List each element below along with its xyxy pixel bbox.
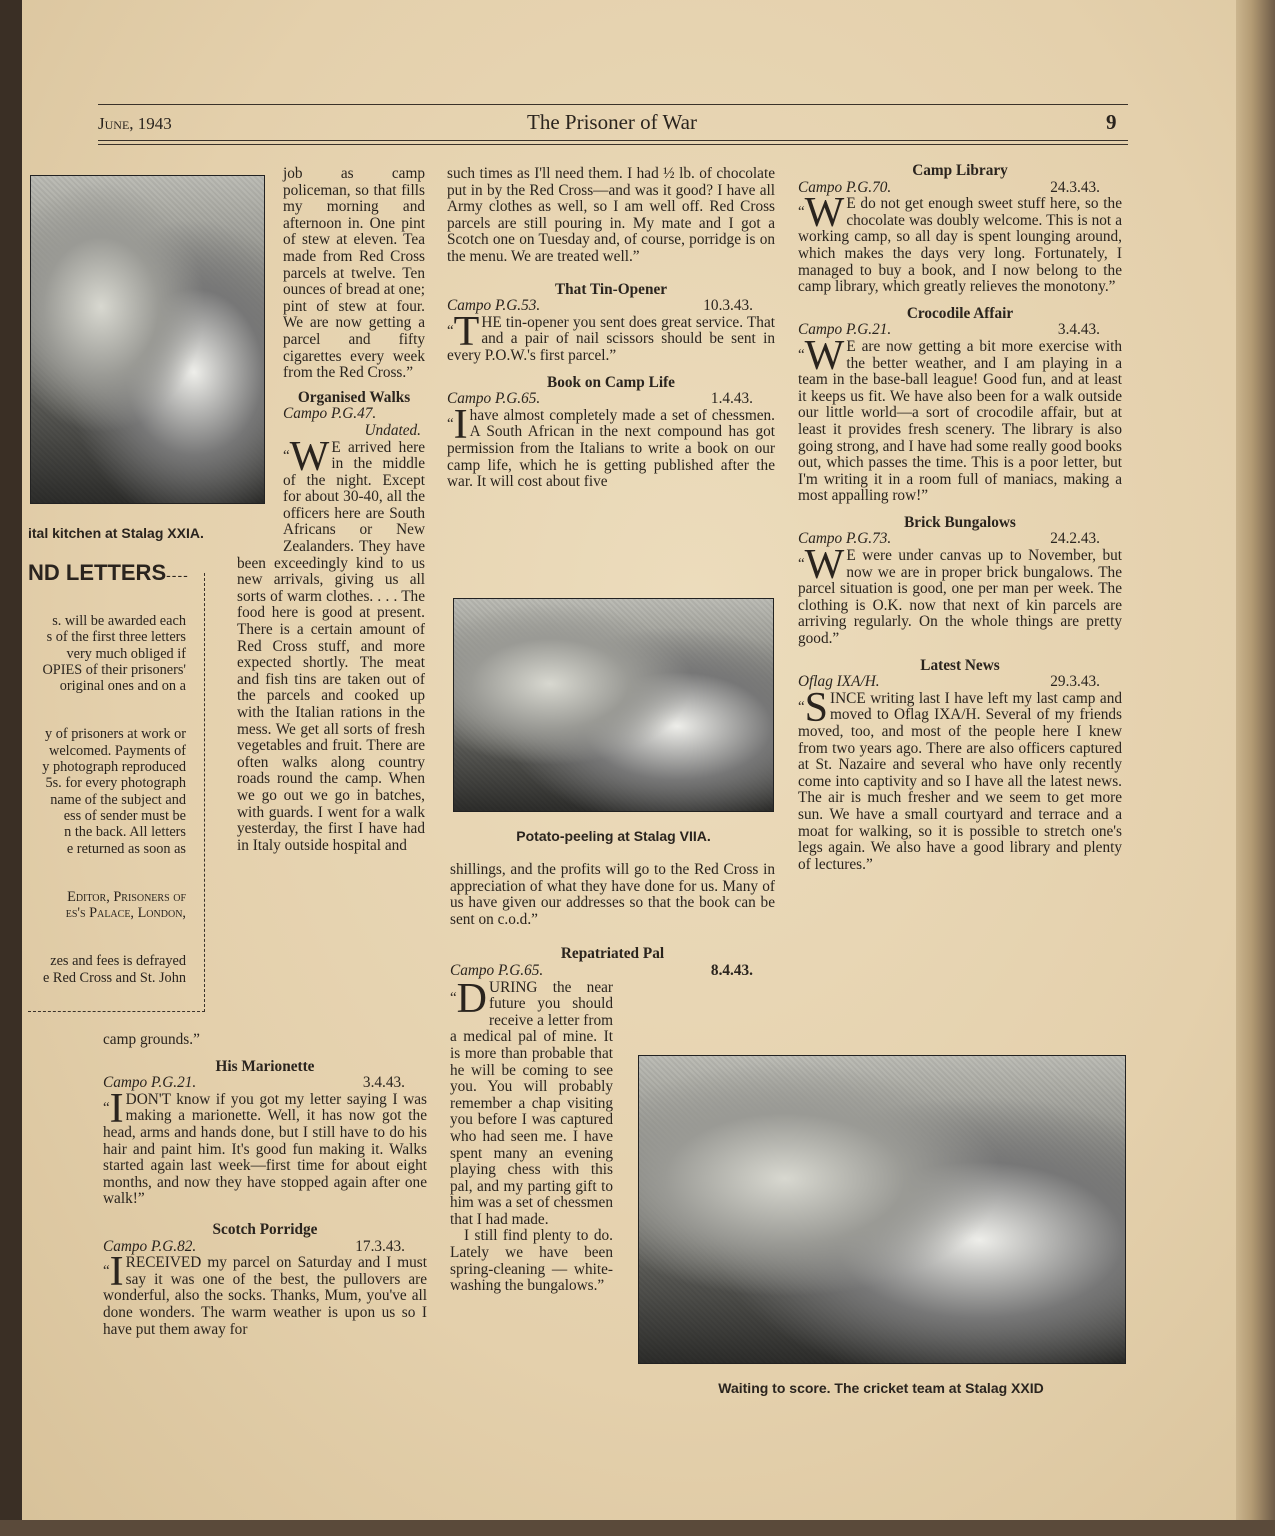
article-continued-text: job as camp policeman, so that fills my morning and afternoon in. One pint of stew at eleven. Tea made from Red Cross parcels at twelve. Ten ounces of bread at one; pint of stew at four. We are now getting a parcel and fifty cigarettes every week from the Red Cross.” — [283, 165, 425, 382]
issue-date: June, 1943 — [98, 114, 172, 133]
page-edge-right — [1236, 0, 1275, 1536]
photo-kitchen-caption: ital kitchen at Stalag XXIA. — [28, 525, 204, 541]
article-camp-library: Camp Library Campo P.G.70. 24.3.43. “W E do not get enough sweet stuff here, so the chocolate was doubly welcome. This is not a working camp, so all day is spent lounging around, which makes the days very long. Fortunately, I managed to buy a book, and I now belong to the camp library, which greatly relieves the monotony.” — [798, 162, 1122, 296]
photo-potato-peeling-caption: Potato-peeling at Stalag VIIA. — [516, 828, 711, 844]
header-rule-top — [98, 104, 1128, 105]
photo-potato-peeling — [453, 598, 774, 812]
column-left — [237, 166, 425, 854]
masthead-title: The Prisoner of War — [527, 110, 697, 134]
box-title: ND LETTERS---- — [28, 560, 189, 585]
page-number: 9 — [1106, 110, 1117, 134]
column-middle-lower: shillings, and the profits will go to the Red Cross in appreciation of what they have done for us. Many of us have given our addresses so that the book can be sent on c.o.d.” Repatriated Pal Campo P.G.65. 8.4.43. “D URING the near future you should receive a letter from a medical pal of mine. It is more than probable that he will be coming to see you. You will probably remember a chap visiting you before I was captured who had seen me. I have spent many an evening playing chess with this pal, and my parting gift to him was a set of chessmen that I had made. I still find plenty to do. Lately we have been spring-cleaning — white-washing the bungalows.” — [450, 861, 775, 1295]
article-crocodile-affair: Crocodile Affair Campo P.G.21. 3.4.43. “W E are now getting a bit more exercise with the better weather, and I am playing in a team in the base-ball league! Good fun, and at least it keeps us fit. We have also been for a walk outside our little world—a sort of crocodile affair, but at least it provides fresh scenery. The library is also going strong, and I have had some really good books out, which passes the time. This is a poor letter, but I'm writing it in a room full of maniacs, making a most appalling row!” — [798, 304, 1122, 505]
photo-kitchen — [30, 175, 265, 504]
article-brick-bungalows: Brick Bungalows Campo P.G.73. 24.2.43. “W E were under canvas up to November, but now we are in proper brick bungalows. The parcel situation is good, one per man per week. The clothing is O.K. now that next of kin parcels are arriving regularly. On the whole things are pretty good.” — [798, 513, 1122, 648]
article-tin-opener: That Tin-Opener Campo P.G.53. 10.3.43. “T HE tin-opener you sent does great service. That and a pair of nail scissors should be sent in every P.O.W.'s first parcel.” — [447, 280, 775, 364]
column-middle: such times as I'll need them. I had ½ lb. of chocolate put in by the Red Cross—and was it good? I have all Army clothes as well, so I am well off. Red Cross parcels are still pouring in. My mate and I got a Scotch one on Tuesday and, of course, porridge is on the menu. We are treated well.” That Tin-Opener Campo P.G.53. 10.3.43. “T HE tin-opener you sent does great service. That and a pair of nail scissors should be sent in every P.O.W.'s first parcel.” Book on Camp Life Campo P.G.65. 1.4.43. “I have almost completely made a set of chessmen. A South African in the next compound has got permission from the Italians to write a book on our camp life, which he is getting published after the war. It will cost about five — [447, 165, 775, 491]
article-repatriated-pal: Repatriated Pal Campo P.G.65. 8.4.43. “D URING the near future you should receive a letter from a medical pal of mine. It is more than probable that he will be coming to see you. You will probably remember a chap visiting you before I was captured who had seen me. I have spent many an evening playing chess with this pal, and my parting gift to him was a set of chessmen that I had made. I still find plenty to do. Lately we have been spring-cleaning — white-washing the bungalows.” — [450, 945, 753, 1295]
article-latest-news: Latest News Oflag IXA/H. 29.3.43. “S INCE writing last I have left my last camp and moved to Oflag IXA/H. Several of my friends moved, too, and most of the people here I knew from two years ago. There are also officers captured at St. Nazaire and several who have only recently come into captivity and so I have all the latest news. The air is much fresher and we seem to get more sun. We have a small courtyard and terrace and a moat for walking, so it is possible to stretch one's legs again. We also have a good library and plenty of lectures.” — [798, 656, 1122, 873]
column-left-lower: camp grounds.” His Marionette Campo P.G.21. 3.4.43. “I DON'T know if you got my letter saying I was making a marionette. Well, it has now got the head, arms and hands done, but I still have to do his hair and paint him. It's good fun making it. Walks started again last week—first time for about eight months, and now they have stopped again after one walk!” Scotch Porridge Campo P.G.82. 17.3.43. “I RECEIVED my parcel on Saturday and I must say it was one of the best, the pullovers are wonderful, also the socks. Thanks, Mum, you've all done wonders. The warm weather is upon us so I have put them away for — [103, 1031, 427, 1338]
page-edge-bottom — [0, 1520, 1275, 1536]
article-his-marionette: His Marionette Campo P.G.21. 3.4.43. “I DON'T know if you got my letter saying I was making a marionette. Well, it has now got the head, arms and hands done, but I still have to do his hair and paint him. It's good fun making it. Walks started again last week—first time for about eight months, and now they have stopped again after one walk!” — [103, 1057, 427, 1208]
article-organised-walks: Organised Walks Campo P.G.47. Undated. “W E arrived here in the middle of the night. Except for about 30-40, all the officers here are South Africans or New Zealanders. They have been exceedingly kind to us new arrivals, giving us all sorts of warm clothes. . . . The food here is good at present. There is a certain amount of Red Cross stuff, and more expected shortly. The meat and fish tins are taken out of the parcels and cooked up with the Italian rations in the mess. We get all sorts of fresh vegetables and fruit. There are often walks along country roads round the camp. When we go out we go in batches, with guards. I went for a walk yesterday, the first I have had in Italy outside hospital and — [237, 388, 425, 854]
photo-cricket-team — [638, 1055, 1126, 1364]
photo-cricket-team-caption: Waiting to score. The cricket team at Stalag XXID — [718, 1380, 1044, 1396]
header-rule-bottom-2 — [98, 144, 1128, 145]
article-scotch-porridge: Scotch Porridge Campo P.G.82. 17.3.43. “I RECEIVED my parcel on Saturday and I must say it was one of the best, the pullovers are wonderful, also the socks. Thanks, Mum, you've all done wonders. The warm weather is upon us so I have put them away for — [103, 1220, 427, 1338]
header-rule-bottom — [98, 140, 1128, 141]
article-book-on-camp-life: Book on Camp Life Campo P.G.65. 1.4.43. “I have almost completely made a set of chessmen. A South African in the next compound has got permission from the Italians to write a book on our camp life, which he is getting published after the war. It will cost about five — [447, 373, 775, 491]
letters-competition-box: s. will be awarded each s of the first three letters very much obliged if OPIES of their prisoners' original ones and on a y of prisoners at work or welcomed. Payments of y photograph reproduced 5s. for every photograph name of the subject and ess of sender must be n the back. All letters e returned as soon as Editor, Prisoners of es's Palace, London, zes and fees is defrayed e Red Cross and St. John — [28, 573, 205, 1012]
column-right — [798, 163, 1122, 873]
